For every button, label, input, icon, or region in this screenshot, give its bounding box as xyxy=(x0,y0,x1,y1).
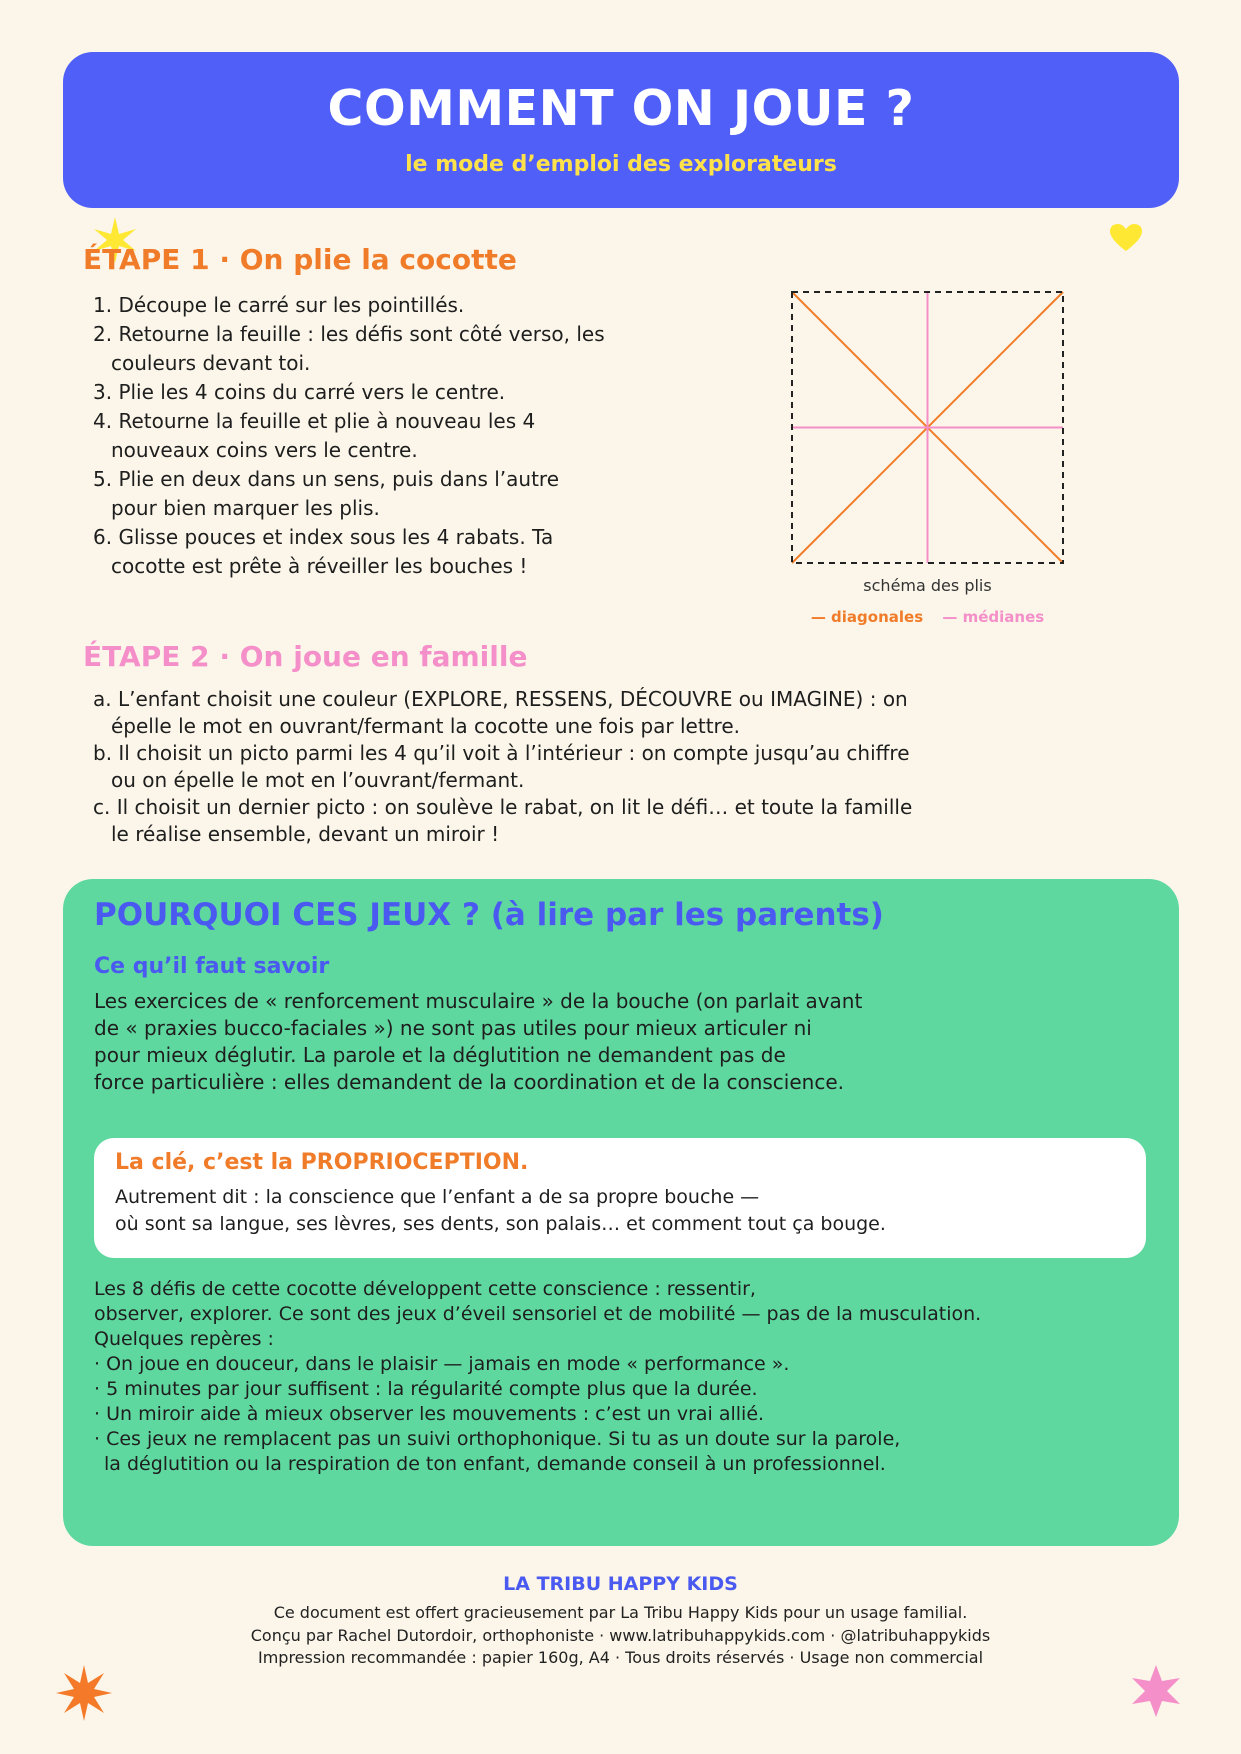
step2-list xyxy=(93,686,931,848)
tip-item: · 5 minutes par jour suffisent : la régularité compte plus que la durée. xyxy=(94,1378,758,1400)
list-item: b. Il choisit un picto parmi les 4 qu’il voit à l’intérieur : on compte jusqu’au chiffre ou on épelle le mot en l’ouvrant/fermant. xyxy=(93,741,910,792)
page-subtitle: le mode d’emploi des explorateurs xyxy=(405,152,837,177)
footer-line: Ce document est offert gracieusement par La Tribu Happy Kids pour un usage familial. xyxy=(273,1603,968,1622)
text-line: pour mieux déglutir. La parole et la déglutition ne demandent pas de xyxy=(94,1043,786,1067)
footer-text xyxy=(0,1602,1241,1670)
footer-line: Impression recommandée : papier 160g, A4 · Tous droits réservés · Usage non commercial xyxy=(257,1648,984,1667)
tip-item-continued: la déglutition ou la respiration de ton enfant, demande conseil à un professionnel. xyxy=(104,1453,886,1475)
text-line: où sont sa langue, ses lèvres, ses dents, son palais… et comment tout ça bouge. xyxy=(115,1213,886,1235)
tip-item: · Un miroir aide à mieux observer les mouvements : c’est un vrai allié. xyxy=(94,1403,765,1425)
text-line: Quelques repères : xyxy=(94,1328,274,1350)
tips-text xyxy=(94,1277,1154,1477)
list-item: c. Il choisit un dernier picto : on soulève le rabat, on lit le défi… et toute la famille le réalise ensemble, devant un miroir ! xyxy=(93,795,913,846)
step2-title: ÉTAPE 2 · On joue en famille xyxy=(83,640,528,673)
schema-legend xyxy=(790,608,1065,626)
schema-caption: schéma des plis xyxy=(863,576,992,595)
step1-list xyxy=(93,291,611,581)
tip-item: · Ces jeux ne remplacent pas un suivi orthophonique. Si tu as un doute sur la parole, xyxy=(94,1428,901,1450)
fold-schema-diagram xyxy=(790,290,1065,565)
key-text xyxy=(115,1184,1115,1238)
text-line: observer, explorer. Ce sont des jeux d’éveil sensoriel et de mobilité — pas de la musculation. xyxy=(94,1303,982,1325)
footer-line: Conçu par Rachel Dutordoir, orthophoniste · www.latribuhappykids.com · @latribuhappykids xyxy=(250,1625,991,1645)
legend-medians: — médianes xyxy=(942,608,1045,626)
pink-star-icon xyxy=(1130,1665,1182,1717)
tip-item: · On joue en douceur, dans le plaisir — jamais en mode « performance ». xyxy=(94,1353,790,1375)
know-title: Ce qu’il faut savoir xyxy=(94,954,330,979)
step1-title: ÉTAPE 1 · On plie la cocotte xyxy=(83,243,517,276)
text-line: Les 8 défis de cette cocotte développent cette conscience : ressentir, xyxy=(94,1278,756,1300)
legend-diagonals: — diagonales xyxy=(810,608,924,626)
text-line: de « praxies bucco-faciales ») ne sont pas utiles pour mieux articuler ni xyxy=(94,1016,812,1040)
list-item: 2. Retourne la feuille : les défis sont côté verso, les couleurs devant toi. xyxy=(93,322,605,375)
text-line: Autrement dit : la conscience que l’enfant a de sa propre bouche — xyxy=(115,1186,760,1208)
know-text xyxy=(94,988,954,1096)
page-title: COMMENT ON JOUE ? xyxy=(327,80,915,137)
list-item: 1. Découpe le carré sur les pointillés. xyxy=(93,293,465,317)
header-banner xyxy=(63,52,1179,208)
why-title: POURQUOI CES JEUX ? (à lire par les parents) xyxy=(94,897,884,933)
list-item: 4. Retourne la feuille et plie à nouveau les 4 nouveaux coins vers le centre. xyxy=(93,409,536,462)
heart-icon xyxy=(1110,224,1142,252)
text-line: Les exercices de « renforcement musculaire » de la bouche (on parlait avant xyxy=(94,989,863,1013)
orange-star-icon xyxy=(56,1665,112,1721)
key-title: La clé, c’est la PROPRIOCEPTION. xyxy=(115,1150,529,1175)
text-line: force particulière : elles demandent de la coordination et de la conscience. xyxy=(94,1070,844,1094)
list-item: 3. Plie les 4 coins du carré vers le centre. xyxy=(93,380,506,404)
list-item: 5. Plie en deux dans un sens, puis dans l’autre pour bien marquer les plis. xyxy=(93,467,560,520)
footer-brand: LA TRIBU HAPPY KIDS xyxy=(503,1573,738,1595)
list-item: a. L’enfant choisit une couleur (EXPLORE, RESSENS, DÉCOUVRE ou IMAGINE) : on épelle le mot en ouvrant/fermant la cocotte une fois par lettre. xyxy=(93,687,908,738)
list-item: 6. Glisse pouces et index sous les 4 rabats. Ta cocotte est prête à réveiller les bouches ! xyxy=(93,525,554,578)
